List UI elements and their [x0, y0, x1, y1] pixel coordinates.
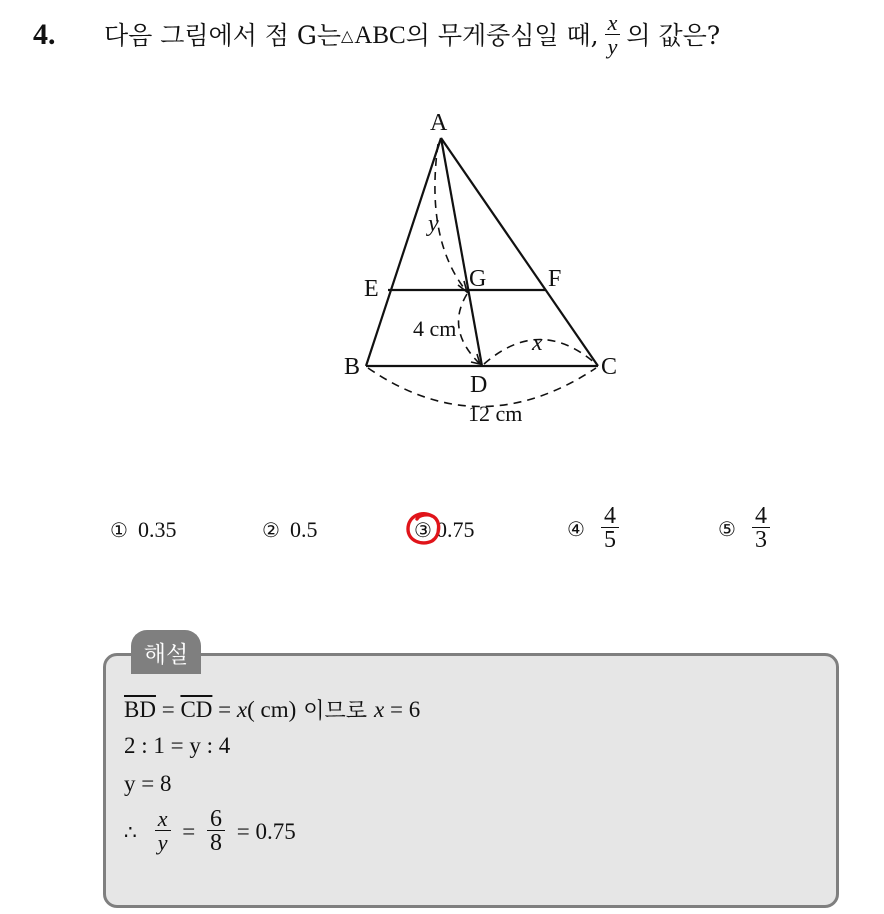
label-f: F: [548, 266, 562, 292]
choice-mark: [414, 518, 432, 542]
question-text-before: 다음 그림에서 점 G는: [104, 21, 342, 50]
triangle-diagram: [330, 100, 640, 440]
unit-paren: ( cm): [247, 696, 297, 722]
choice-fraction: [601, 505, 619, 552]
choice-value: 0.35: [137, 517, 177, 542]
choice-2[interactable]: [262, 517, 317, 543]
choice-value: 0.5: [289, 517, 318, 542]
fraction-denominator: y: [605, 34, 621, 59]
solution-box: [103, 653, 839, 908]
triangle-edges: [366, 138, 598, 366]
fraction-numerator: 4: [754, 503, 767, 529]
choice-mark: ⑤: [718, 516, 736, 541]
solution-fraction-68: [207, 808, 225, 855]
choice-5[interactable]: [718, 505, 776, 552]
selected-circle-icon: [404, 510, 444, 548]
label-d: D: [470, 372, 488, 398]
value-rest: = 6: [384, 696, 421, 722]
choice-mark: ②: [262, 518, 280, 542]
choice-3[interactable]: [414, 517, 474, 543]
fraction-numerator: x: [607, 10, 618, 35]
label-bc-length: 12 cm: [468, 401, 523, 426]
var-x: x: [374, 696, 385, 722]
therefore-symbol: ∴: [124, 819, 137, 844]
arc-y: [435, 144, 467, 292]
segment-cd: $\overline{CD}$: [180, 696, 213, 722]
solution-line-1: [124, 694, 420, 725]
fraction-denominator: 8: [207, 830, 225, 855]
fraction-denominator: 3: [752, 527, 770, 552]
solution-tab: 해설: [131, 630, 201, 674]
choice-1[interactable]: [110, 517, 176, 543]
equals: =: [155, 696, 181, 722]
fraction-numerator: x: [157, 806, 168, 831]
label-g: G: [469, 266, 487, 292]
choice-fraction: [752, 505, 770, 552]
choice-4[interactable]: [567, 505, 625, 552]
question-number: 4.: [33, 18, 56, 51]
equals: =: [176, 818, 201, 844]
label-c: C: [601, 354, 618, 380]
label-y: y: [428, 211, 439, 237]
solution-line-3: y = 8: [124, 771, 172, 796]
result: = 0.75: [230, 818, 296, 844]
solution-line-2: 2 : 1 = y : 4: [124, 733, 231, 758]
triangle-symbol: △: [341, 25, 354, 45]
edge-ac: [441, 138, 598, 366]
label-e: E: [364, 276, 379, 302]
label-gd-length: 4 cm: [413, 316, 457, 341]
fraction-denominator: 5: [601, 527, 619, 552]
question-text-middle: 의 무게중심일 때,: [405, 21, 599, 50]
fraction-denominator: y: [155, 830, 171, 855]
equals: =: [212, 696, 237, 722]
question-text-after: 의 값은?: [626, 21, 721, 50]
question-text: [104, 12, 720, 59]
fraction-numerator: 6: [209, 806, 222, 832]
choice-mark: ①: [110, 518, 128, 542]
choice-value: 0.75: [435, 517, 475, 542]
text-therefore-kr: 이므로: [296, 699, 375, 724]
solution-fraction-xy: [155, 808, 171, 855]
choice-mark-glyph: ③: [414, 518, 432, 542]
solution-line-4: [124, 808, 296, 855]
arc-gd: [459, 294, 480, 364]
triangle-name: ABC: [354, 22, 406, 49]
answer-choices: [0, 505, 884, 565]
question-fraction: [605, 12, 621, 59]
label-a: A: [430, 110, 448, 136]
fraction-numerator: 4: [603, 503, 616, 529]
var-x: x: [236, 696, 248, 722]
label-x: x: [532, 330, 543, 356]
choice-mark: ④: [567, 516, 585, 541]
segment-bd: $\overline{BD}$: [124, 696, 156, 722]
label-b: B: [344, 354, 361, 380]
